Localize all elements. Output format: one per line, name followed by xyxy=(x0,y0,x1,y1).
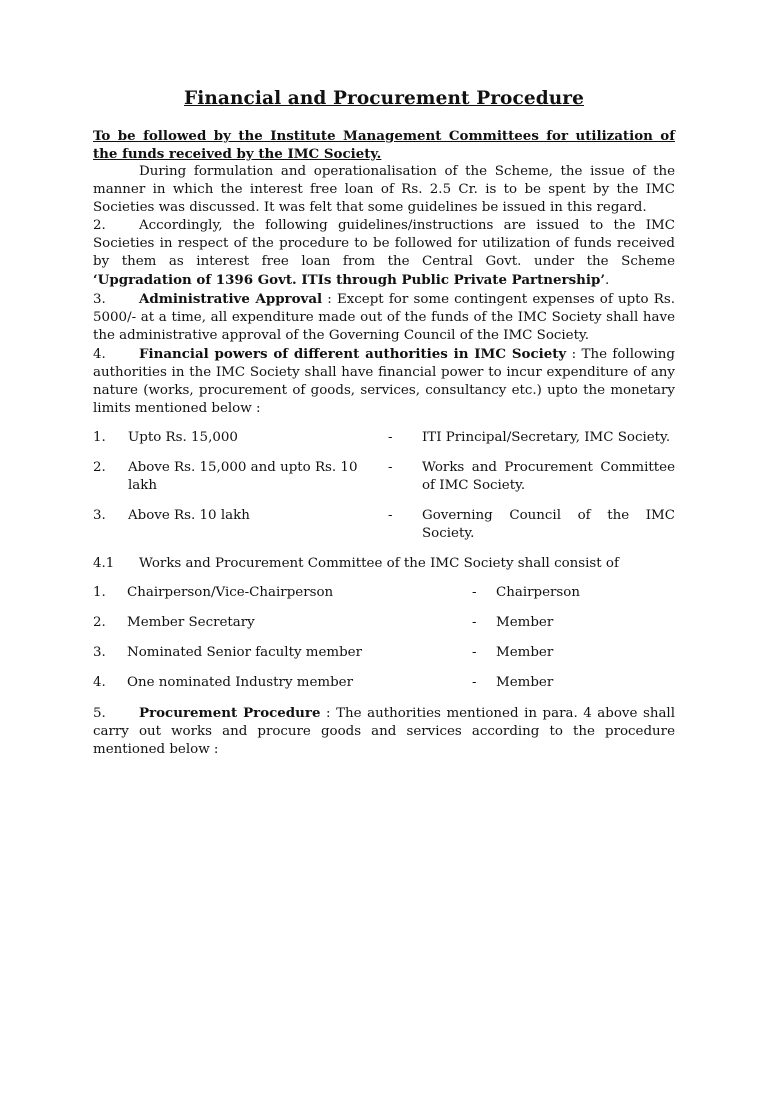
member-role: Chairperson xyxy=(496,585,580,600)
item-number: 4. xyxy=(93,675,106,690)
paragraph-text: : The following authorities in the IMC Society shall have financial power to incur expenditure of any nature (works, procurement of goods, services, consultancy etc.) upto the monetary limits mentioned below : xyxy=(93,347,675,416)
item-number: 2. xyxy=(93,615,106,630)
separator-dash: - xyxy=(472,675,477,690)
member-name: Member Secretary xyxy=(127,615,255,630)
separator-dash: - xyxy=(388,430,393,445)
separator-dash: - xyxy=(388,460,393,475)
member-name: One nominated Industry member xyxy=(127,675,353,690)
paragraph-4 xyxy=(93,345,675,418)
paragraph-1: During formulation and operationalisation of the Scheme, the issue of the manner in which the interest free loan of Rs. 2.5 Cr. is to be spent by the IMC Societies was discussed. It was felt that some guidelines be issued in this regard. xyxy=(93,164,675,215)
paragraph-number: 4. xyxy=(93,347,106,362)
item-number: 1. xyxy=(93,585,106,600)
subtitle-text: To be followed by the Institute Management Committees for utilization of the funds received by the IMC Society xyxy=(93,128,675,162)
member-role: Member xyxy=(496,645,554,660)
paragraph-text: Works and Procurement Committee of the IMC Society shall consist of xyxy=(139,556,619,571)
financial-limits-list xyxy=(93,429,675,543)
document-title: Financial and Procurement Procedure xyxy=(183,88,585,109)
paragraph-number: 4.1 xyxy=(93,556,115,571)
document-subtitle xyxy=(93,127,675,163)
list-item xyxy=(93,614,675,632)
item-number: 3. xyxy=(93,508,106,523)
list-item xyxy=(93,459,675,495)
limit-condition: Above Rs. 10 lakh xyxy=(128,508,250,523)
paragraph-text: : Except for some contingent expenses of upto Rs. 5000/- at a time, all expenditure made out of the funds of the IMC Society shall have the administrative approval of the Governing Council of the IMC Society. xyxy=(93,292,675,343)
list-item xyxy=(93,429,675,447)
paragraph-end: . xyxy=(605,273,610,288)
member-role: Member xyxy=(496,615,554,630)
list-item xyxy=(93,507,675,543)
paragraph-number: 3. xyxy=(93,292,106,307)
limit-authority: Works and Procurement Committee of IMC Society. xyxy=(422,460,675,493)
item-number: 3. xyxy=(93,645,106,660)
list-item xyxy=(93,674,675,692)
member-name: Nominated Senior faculty member xyxy=(127,645,362,660)
item-number: 2. xyxy=(93,460,106,475)
paragraph-4-1 xyxy=(93,555,675,573)
paragraph-2 xyxy=(93,217,675,290)
paragraph-number: 5. xyxy=(93,706,106,721)
document-page xyxy=(0,88,768,1112)
paragraph-5 xyxy=(93,704,675,759)
member-name: Chairperson/Vice-Chairperson xyxy=(127,585,334,600)
limit-authority: Governing Council of the IMC Society. xyxy=(422,508,675,541)
list-item xyxy=(93,584,675,602)
scheme-name: ‘Upgradation of 1396 Govt. ITIs through Public Private Partnership’ xyxy=(93,272,605,288)
separator-dash: - xyxy=(388,508,393,523)
paragraph-heading: Financial powers of different authorities in IMC Society xyxy=(139,346,567,362)
list-item xyxy=(93,644,675,662)
limit-condition: Upto Rs. 15,000 xyxy=(128,430,238,445)
paragraph-3 xyxy=(93,290,675,345)
paragraph-text: Accordingly, the following guidelines/instructions are issued to the IMC Societies in respect of the procedure to be followed for utilization of funds received by them as interest free loan from the Central Govt. under the Scheme xyxy=(93,218,675,269)
committee-members-list xyxy=(93,584,675,692)
paragraph-heading: Procurement Procedure xyxy=(139,705,321,721)
separator-dash: - xyxy=(472,585,477,600)
limit-condition: Above Rs. 15,000 and upto Rs. 10 lakh xyxy=(128,460,358,493)
paragraph-number: 2. xyxy=(93,218,106,233)
paragraph-text: : The authorities mentioned in para. 4 above shall carry out works and procure goods and services according to the procedure mentioned below : xyxy=(93,706,675,757)
item-number: 1. xyxy=(93,430,106,445)
separator-dash: - xyxy=(472,615,477,630)
paragraph-heading: Administrative Approval xyxy=(139,291,323,307)
limit-authority: ITI Principal/Secretary, IMC Society. xyxy=(422,430,671,445)
subtitle-period: . xyxy=(376,146,382,162)
separator-dash: - xyxy=(472,645,477,660)
member-role: Member xyxy=(496,675,554,690)
